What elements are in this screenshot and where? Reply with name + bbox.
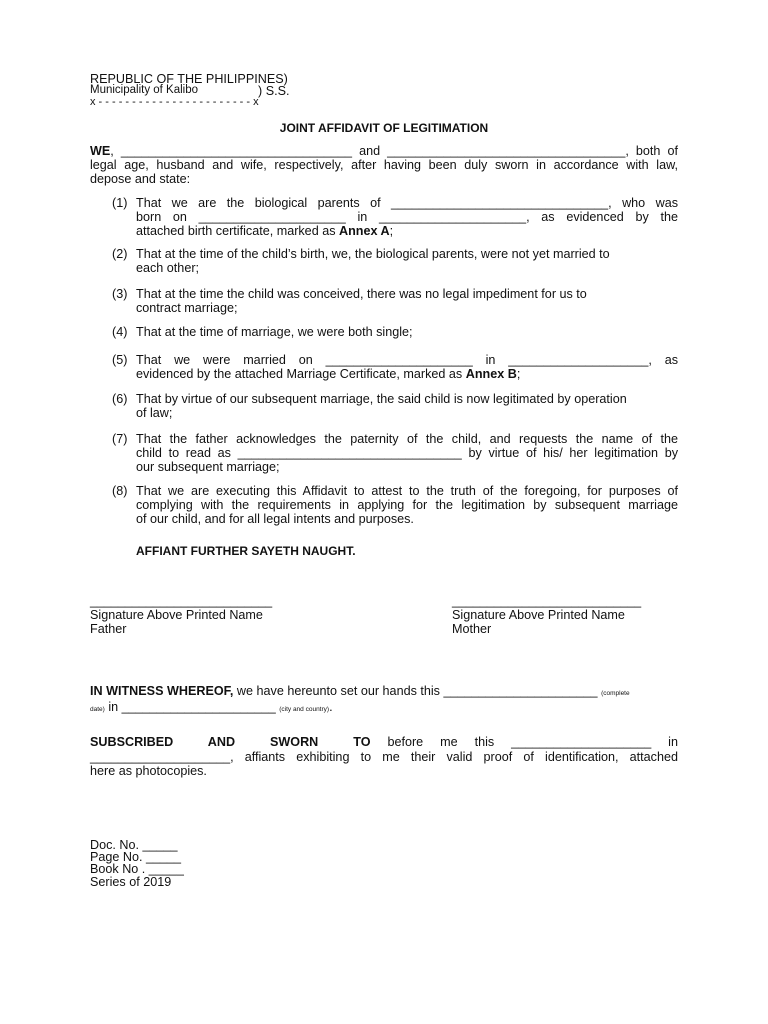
item-line (136, 224, 678, 238)
item-number: (4) (112, 325, 128, 339)
subscribed-line-3: here as photocopies. (90, 764, 207, 778)
item-number: (6) (112, 392, 128, 406)
item-number: (2) (112, 247, 128, 261)
municipality-line: Municipality of Kalibo (90, 84, 199, 96)
item-line: That by virtue of our subsequent marriage, the said child is now legitimated by operation (136, 392, 627, 406)
ss-label: ) S.S. (258, 84, 290, 98)
item-line: born on _____________________ in _____________________, as evidenced by the (136, 210, 678, 224)
item-line: That we are executing this Affidavit to attest to the truth of the foregoing, for purposes of (136, 484, 678, 498)
item-line: complying with the requirements in applying for the legitimation by subsequent marriage (136, 498, 678, 512)
mother-signature-caption: Signature Above Printed Name (452, 608, 625, 622)
item-number: (1) (112, 196, 128, 210)
witness-line-1 (90, 684, 630, 698)
item-line: of our child, and for all legal intents and purposes. (136, 512, 414, 526)
item-line (136, 367, 678, 381)
page-number: Page No. _____ (90, 850, 182, 864)
witness-text: we have hereunto set our hands this ______________________ (233, 684, 598, 698)
item-text: evidenced by the attached Marriage Certificate, marked as (136, 367, 466, 381)
item-number: (8) (112, 484, 128, 498)
father-label: Father (90, 622, 127, 636)
witness-note: date) (90, 706, 105, 713)
annex-label: Annex A (339, 224, 390, 238)
witness-line-2 (90, 700, 333, 714)
item-number: (7) (112, 432, 128, 446)
mother-signature-line: ___________________________ (452, 594, 642, 608)
document-title: JOINT AFFIDAVIT OF LEGITIMATION (279, 121, 489, 135)
witness-text: in ______________________ (104, 700, 276, 714)
subscribed-heading: SUBSCRIBED AND SWORN TO (90, 735, 371, 749)
we-label: WE (90, 144, 111, 158)
item-line: of law; (136, 406, 173, 420)
intro-line-1 (90, 144, 678, 158)
item-line: That we are the biological parents of _______________________________, who was (136, 196, 678, 210)
annex-label: Annex B (465, 367, 517, 381)
intro-line-3: depose and state: (90, 172, 191, 186)
item-number: (5) (112, 353, 128, 367)
item-line: That at the time the child was conceived, there was no legal impediment for us to (136, 287, 587, 301)
doc-number: Doc. No. _____ (90, 838, 178, 852)
witness-note: (city and country) (279, 706, 330, 713)
item-text: attached birth certificate, marked as (136, 224, 339, 238)
father-signature-line: __________________________ (90, 594, 273, 608)
item-line: That the father acknowledges the paternity of the child, and requests the name of the (136, 432, 678, 446)
series-year: Series of 2019 (90, 875, 172, 889)
witness-heading: IN WITNESS WHEREOF, (90, 684, 234, 698)
intro-names-blank: , _________________________________ and __________________________________, both of (110, 144, 678, 158)
item-number: (3) (112, 287, 128, 301)
father-signature-caption: Signature Above Printed Name (90, 608, 263, 622)
item-text: ; (516, 367, 521, 381)
witness-note: (complete (601, 690, 630, 697)
subscribed-text: before me this ____________________ in (370, 735, 678, 749)
subscribed-line-2: ____________________, affiants exhibiting to me their valid proof of identification, attached (90, 750, 678, 764)
item-line: each other; (136, 261, 200, 275)
mother-label: Mother (452, 622, 492, 636)
item-line: our subsequent marriage; (136, 460, 280, 474)
intro-line-2: legal age, husband and wife, respectively, after having been duly sworn in accordance with law, (90, 158, 678, 172)
item-text: ; (389, 224, 394, 238)
x-dash-line: x - - - - - - - - - - - - - - - - - - - - - - - x (90, 96, 259, 108)
republic-line: REPUBLIC OF THE PHILIPPINES) (90, 72, 288, 86)
item-line: That we were married on _____________________ in ____________________, as (136, 353, 678, 367)
item-line: child to read as ________________________________ by virtue of his/ her legitimation by (136, 446, 678, 460)
item-line: That at the time of the child’s birth, we, the biological parents, were not yet married to (136, 247, 610, 261)
item-line: That at the time of marriage, we were both single; (136, 325, 413, 339)
witness-text: . (329, 700, 333, 714)
book-number: Book No . _____ (90, 862, 184, 876)
affiant-statement: AFFIANT FURTHER SAYETH NAUGHT. (136, 544, 356, 558)
item-line: contract marriage; (136, 301, 238, 315)
subscribed-line-1 (90, 735, 678, 749)
